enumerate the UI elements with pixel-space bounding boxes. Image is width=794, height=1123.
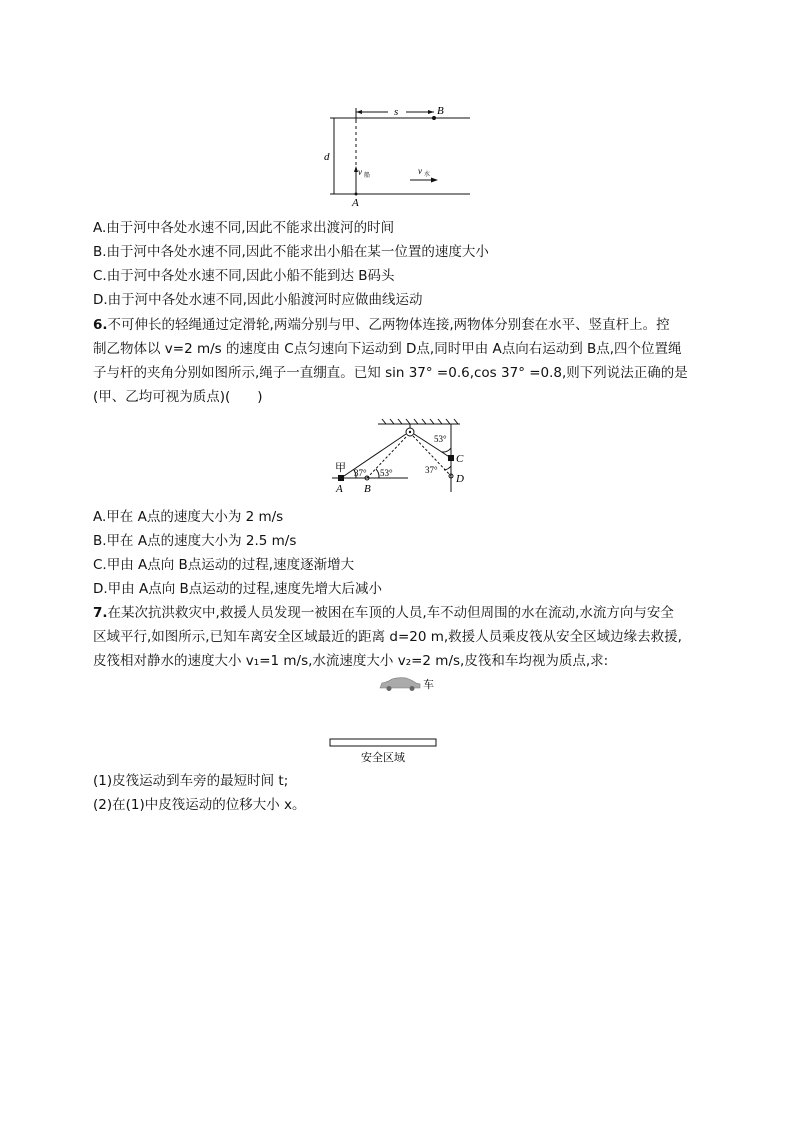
q7-sub-question-2: (2)在(1)中皮筏运动的位移大小 x。 [93,797,306,813]
label-safe-area: 安全区域 [361,752,405,764]
car-figure [378,674,438,694]
river-crossing-figure [320,100,480,212]
label-c: C [456,453,464,465]
label-a: A [336,483,343,495]
q6-option-a: A.甲在 A点的速度大小为 2 m/s [93,509,284,525]
q6-stem-line-4: (甲、乙均可视为质点)( ) [93,389,263,405]
q7-number: 7. [93,605,108,621]
q5-option-c: C.由于河中各处水速不同,因此小船不能到达 B码头 [93,268,395,284]
label-a: A [352,197,359,209]
label-b: B [364,483,371,495]
label-d: D [456,473,464,485]
angle-37-right: 37° [425,465,438,475]
angle-37-left: 37° [354,468,367,478]
q6-option-c: C.甲由 A点向 B点运动的过程,速度逐渐增大 [93,557,355,573]
block-jia [338,475,344,481]
label-v-boat-sub: 船 [364,173,371,179]
car-icon [380,678,420,688]
q7-sub-question-1: (1)皮筏运动到车旁的最短时间 t; [93,773,289,789]
label-v-boat: v [358,167,362,177]
label-d: d [324,151,330,163]
label-b: B [437,105,444,117]
q7-stem-line-1: 7.在某次抗洪救灾中,救援人员发现一被困在车顶的人员,车不动但周围的水在流动,水流方向与安全 [93,605,674,621]
q6-option-d: D.甲由 A点向 B点运动的过程,速度先增大后减小 [93,581,383,597]
safe-area-strip [330,739,436,746]
label-v-water: v [418,166,422,176]
q6-option-b: B.甲在 A点的速度大小为 2.5 m/s [93,533,297,549]
angle-53-left: 53° [380,468,393,478]
q5-option-d: D.由于河中各处水速不同,因此小船渡河时应做曲线运动 [93,292,423,308]
pulley-figure [330,416,480,496]
angle-53-right: 53° [434,434,447,444]
q6-stem-line-2: 制乙物体以 v=2 m/s 的速度由 C点匀速向下运动到 D点,同时甲由 A点向右运动到 B点,四个位置绳 [93,341,682,357]
q6-number: 6. [93,317,108,333]
q6-stem-line-3: 子与杆的夹角分别如图所示,绳子一直绷直。已知 sin 37° =0.6,cos 37° =0.8,则下列说法正确的是 [93,365,688,381]
q7-stem-line-2: 区域平行,如图所示,已知车离安全区域最近的距离 d=20 m,救援人员乘皮筏从安全区域边缘去救援, [93,629,682,645]
q5-option-b: B.由于河中各处水速不同,因此不能求出小船在某一位置的速度大小 [93,244,489,260]
label-car: 车 [423,679,434,691]
q5-option-a: A.由于河中各处水速不同,因此不能求出渡河的时间 [93,220,395,236]
label-v-water-sub: 水 [424,172,431,178]
point-b-dot [432,116,436,120]
label-jia: 甲 [335,462,346,474]
q7-stem-line-3: 皮筏相对静水的速度大小 v₁=1 m/s,水流速度大小 v₂=2 m/s,皮筏和车均视为质点,求: [93,653,609,669]
q6-stem-line-1: 6.不可伸长的轻绳通过定滑轮,两端分别与甲、乙两物体连接,两物体分别套在水平、竖直杆上。控 [93,317,670,333]
safe-area-figure [328,737,440,767]
block-yi [448,455,454,461]
label-s: s [394,106,399,118]
